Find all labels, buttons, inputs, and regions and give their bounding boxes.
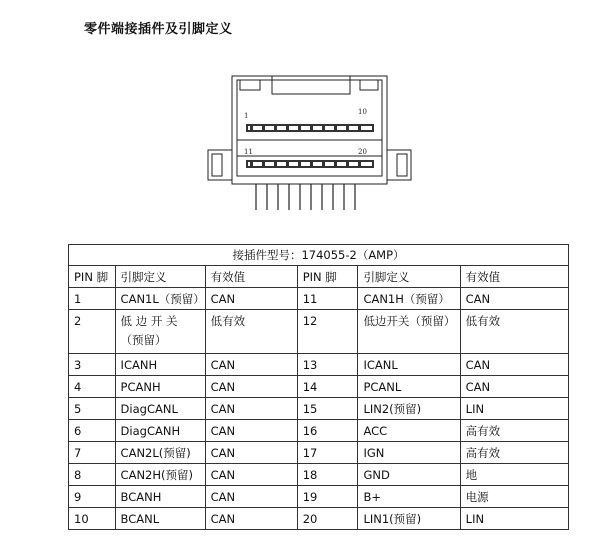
val-a: CAN: [205, 288, 297, 310]
table-row: [69, 464, 569, 486]
pin-a: 4: [69, 376, 116, 398]
val-b: CAN: [460, 354, 568, 376]
def-b: ACC: [358, 420, 460, 442]
val-b: 地: [460, 464, 568, 486]
val-b: 高有效: [460, 420, 568, 442]
header-val-b: 有效值: [460, 266, 568, 288]
val-a: CAN: [205, 354, 297, 376]
def-b: PCANL: [358, 376, 460, 398]
pin-a: 7: [69, 442, 116, 464]
def-b: GND: [358, 464, 460, 486]
def-b: B+: [358, 486, 460, 508]
pin-b: 12: [297, 310, 358, 354]
def-b: 低边开关（预留）: [358, 310, 460, 354]
def-b: LIN2(预留): [358, 398, 460, 420]
pin-label-1: 1: [244, 112, 249, 120]
val-b: 高有效: [460, 442, 568, 464]
val-a: CAN: [205, 486, 297, 508]
def-b: LIN1(预留): [358, 508, 460, 530]
table-row: [69, 398, 569, 420]
table-row: [69, 420, 569, 442]
pin-row-1: [246, 124, 374, 132]
val-b: CAN: [460, 288, 568, 310]
table-row: [69, 310, 569, 354]
table-row: [69, 442, 569, 464]
val-a: CAN: [205, 376, 297, 398]
def-a: ICANH: [115, 354, 205, 376]
pin-a: 3: [69, 354, 116, 376]
val-b: 低有效: [460, 310, 568, 354]
pin-b: 18: [297, 464, 358, 486]
val-a: CAN: [205, 442, 297, 464]
pin-b: 13: [297, 354, 358, 376]
def-b: IGN: [358, 442, 460, 464]
table-row: [69, 508, 569, 530]
table-title: 接插件型号：174055-2（AMP）: [69, 245, 569, 266]
def-a: CAN2H(预留): [115, 464, 205, 486]
header-pin-b: PIN 脚: [297, 266, 358, 288]
val-b: LIN: [460, 508, 568, 530]
header-def-a: 引脚定义: [115, 266, 205, 288]
val-b: LIN: [460, 398, 568, 420]
pin-b: 14: [297, 376, 358, 398]
table-row: [69, 486, 569, 508]
header-val-a: 有效值: [205, 266, 297, 288]
pin-row-2: [246, 160, 374, 168]
pin-label-20: 20: [358, 148, 367, 156]
pin-label-11: 11: [244, 148, 253, 156]
pin-legs: [256, 184, 355, 210]
section-heading: 零件端接插件及引脚定义: [84, 22, 233, 37]
pin-label-10: 10: [358, 108, 367, 116]
val-a: CAN: [205, 398, 297, 420]
def-b: ICANL: [358, 354, 460, 376]
pin-a: 1: [69, 288, 116, 310]
header-pin-a: PIN 脚: [69, 266, 116, 288]
table-row: [69, 376, 569, 398]
pin-a: 6: [69, 420, 116, 442]
val-b: 电源: [460, 486, 568, 508]
pin-b: 16: [297, 420, 358, 442]
def-a: CAN1L（预留）: [115, 288, 205, 310]
def-b: CAN1H（预留）: [358, 288, 460, 310]
pin-b: 15: [297, 398, 358, 420]
pin-a: 2: [69, 310, 116, 354]
pin-a: 9: [69, 486, 116, 508]
def-a: BCANH: [115, 486, 205, 508]
def-a: BCANL: [115, 508, 205, 530]
table-header-row: [69, 266, 569, 288]
def-a: 低 边 开 关（预留）: [115, 310, 205, 354]
val-a: 低有效: [205, 310, 297, 354]
connector-drawing: [200, 70, 420, 220]
pin-b: 17: [297, 442, 358, 464]
val-a: CAN: [205, 420, 297, 442]
def-a: DiagCANH: [115, 420, 205, 442]
val-a: CAN: [205, 508, 297, 530]
def-a: CAN2L(预留): [115, 442, 205, 464]
table-row: [69, 288, 569, 310]
def-a: PCANH: [115, 376, 205, 398]
val-b: CAN: [460, 376, 568, 398]
pin-a: 5: [69, 398, 116, 420]
pin-b: 11: [297, 288, 358, 310]
table-title-row: [69, 245, 569, 266]
pin-b: 20: [297, 508, 358, 530]
pin-b: 19: [297, 486, 358, 508]
pin-a: 8: [69, 464, 116, 486]
pin-definition-table: [68, 244, 569, 530]
pin-a: 10: [69, 508, 116, 530]
val-a: CAN: [205, 464, 297, 486]
header-def-b: 引脚定义: [358, 266, 460, 288]
def-a: DiagCANL: [115, 398, 205, 420]
table-row: [69, 354, 569, 376]
